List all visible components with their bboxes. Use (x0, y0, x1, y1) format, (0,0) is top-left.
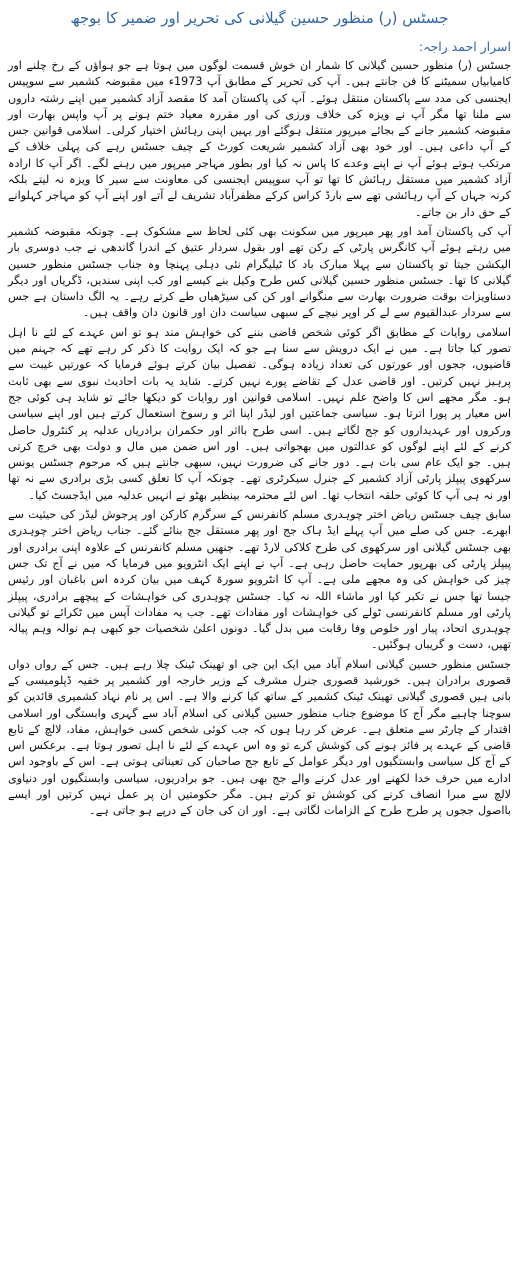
article-paragraph: سابق چیف جسٹس ریاض اختر چوہدری مسلم کانفرنس کے سرگرم کارکن اور پرجوش لیڈر کی حیثیت سے ابھرے۔ جس کی صلے میں آپ پہلے ایڈ ہاک جج اور پھر مستقل جج بنائے گئے۔ جناب ریاض اختر چوہدری بھی جسٹس گیلانی اور سرکھوی کی طرح کلاکی لارڈ تھے۔ جنھیں مسلم کانفرنس کے علاوہ اپنی برادری اور پیپلز پارٹی کی بھرپور حمایت حاصل رہی ہے۔ آپ نے اپنے ایک انٹرویو میں فرمایا کہ میں نے آج تک جس چیز کی خواہش کی وہ مجھے ملی ہے۔ آپ کا انٹرویو سورۃ کہف میں بیان کردہ اس باغبان اور رئیس جیسا تھا جس نے تکبر کیا اور ماشاء اللہ نہ کیا۔ جسٹس چوہدری کی خواہشات کے پیچھے برادری، پیپلز پارٹی اور مسلم کانفرنسی ٹولے کی خواہشات اور مفادات تھے۔ جب یہ مفادات آپس میں ٹکرائے تو گیلانی چوہدری اتحاد، پیار اور خلوص وفا رقابت میں بدل گیا۔ دونوں اعلیٰ شخصیات جو کبھی ہم نوالہ وہم پیالہ تھیں، دست و گریباں ہوگئیں۔ (8, 508, 511, 652)
article-paragraph: جسٹس (ر) منظور حسین گیلانی کا شمار ان خوش قسمت لوگوں میں ہوتا ہے جو ہواؤں کے رخ چلنے اور کامیابیاں سمیٹنے کا فن جانتے ہیں۔ آپ کی تحریر کے مطابق آپ 1973ء میں مقبوضہ کشمیر سے سوپیس ایجنسی کی مدد سے پاکستان منتقل ہوئے۔ آپ کی پاکستان آمد کا مقصد آزاد کشمیر میں اپنے رشتہ داروں سے ملنا تھا مگر آپ نے ویزہ کی خلاف ورزی کی اور مقررہ معیاد ختم ہونے پر آپ واپس بھارت اور مقبوضہ کشمیر جانے کے بجائے میرپور منتقل ہوگئے اور یہیں اپنی رہائش اختیار کرلی۔ اسلامی قوانین جس کے آپ داعی ہیں۔ اور خود بھی آزاد کشمیر شریعت کورٹ کے چیف جسٹس رہے کی پہلی خلاف کے مرتکب ہوتے ہوئے آپ نے اپنے وعدے کا پاس نہ کیا اور بطور مہاجر میرپور میں رہنے لگے۔ اگر آپ کا ارادہ آزاد کشمیر میں مستقل رہائش کا تھا تو آپ سوپیس ایجنسی کی معاونت سے سیر کا ویزہ نہ لیتے بلکہ کرنہ جہاں کے آپ رہائشی تھے سے بارڈ کراس کرکے مظفرآباد تشریف لے آتے اور اپنے آپ کو مہاجر کہلوانے کے حق دار بن جاتے۔ (8, 59, 511, 219)
article-paragraph: اسلامی روایات کے مطابق اگر کوئی شخص قاضی بننے کی خواہش مند ہو تو اس عہدے کے لئے نا اہل تصور کیا جاتا ہے۔ میں نے ایک درویش سے سنا ہے جو کہ ایک روایت کا ذکر کر رہے تھے کہ جہنم میں قاضیوں، ججوں اور عورتوں کی تعداد زیادہ ہوگی۔ تفصیل بیان کرتے ہوئے فرمایا کہ عورتیں غیبت سے پرہیز نہیں کرتیں۔ اور قاضی عدل کے تقاضے پورے نہیں کرتے۔ شاید یہ بات احادیث نبوی سے بھی ثابت ہو۔ مگر مجھے اس کا واضح علم نہیں۔ اسلامی قوانین اور روایات کو دیکھا جائے تو شاید ہی کوئی جج اس معیار پر پورا اترتا ہو۔ سیاسی جماعتیں اور لیڈر اپنا اثر و رسوخ استعمال کرتے ہیں اور اپنے سیاسی ورکروں اور عہدیداروں کو جج لگاتے ہیں۔ اسی طرح بااثر اور حکمران برادریاں عدلیہ پر کنٹرول حاصل کرنے کے لئے اپنے لوگوں کو عدالتوں میں بھجواتی ہیں۔ اور اس ضمن میں مال و دولت بھی خرچ کرتی ہیں۔ جو ایک عام سی بات ہے۔ دور جانے کی ضرورت نہیں، سبھی جانتے ہیں کہ مرحوم جسٹس یونس سرکھوی پیپلز پارٹی آزاد کشمیر کے جنرل سیکرٹری تھے۔ چونکہ آپ کا تعلق کسی بڑی برادری سے نہ تھا اور نہ ہی آپ کا کوئی حلقہ انتخاب تھا۔ اس لئے محترمہ بینظیر بھٹو نے انہیں عدلیہ میں ایڈجسٹ کیا۔ (8, 325, 511, 502)
article-body (8, 58, 511, 820)
article-paragraph: آپ کی پاکستان آمد اور پھر میرپور میں سکونت بھی کئی لحاظ سے مشکوک ہے۔ چونکہ مقبوضہ کشمیر میں رہتے ہوئے آپ کانگرس پارٹی کے رکن تھے اور بقول سردار عتیق کے اندرا گاندھی نے جب دوسری بار الیکشن جیتا تو پاکستان سے پہلا مبارک باد کا ٹیلیگرام نئی دہلی پہنچا وہ جناب جسٹس منظور حسین گیلانی کا تھا۔ جسٹس منظور حسین گیلانی کس طرح وکیل بنے کیسے اور کب اپنی سندیں، ڈگریاں اور دیگر دستاویزات بوقت ضرورت بھارت سے منگوانے اور کن کی سیڑھیاں طے کرتے رہے۔ یہ الگ داستان ہے جس سے سردار عبدالقیوم سے لے کر اوپر نیچے کے سبھی سیاست دان اور قانون دان واقف ہیں۔ (8, 224, 511, 320)
article-title: جسٹس (ر) منظور حسین گیلانی کی تحریر اور ضمیر کا بوجھ (70, 9, 449, 27)
article-author: اسرار احمد راجہ: (418, 39, 511, 54)
article-paragraph: جسٹس منظور حسین گیلانی اسلام آباد میں ایک این جی او تھینک ٹینک چلا رہے ہیں۔ جس کے رواں دواں قصوری برادران ہیں۔ خورشید قصوری جنرل مشرف کے وزیر خارجہ اور کشمیر پر خفیہ ڈپلومیسی کے بانی ہیں قصوری گیلانی تھینک ٹینک کشمیر کے ساتھ کیا کرنے والا ہے۔ اس پر نام نہاد کشمیری قائدین کو سوچنا چاہیے مگر آج کا موضوع جناب منظور حسین گیلانی کی اسلام آباد سے گہری وابستگی اور اسلامی اقتدار کے چارٹر سے متعلق ہے۔ عرض کر رہا ہوں کہ جب کوئی شخص کسی خواہش، مفاد، لالچ کے تابع قاضی کے عہدے پر فائز ہونے کی کوشش کرے تو وہ اس عہدے کے لئے نا اہل تصور ہوتا ہے۔ برعکس اس کے آج کل سیاسی وابستگیوں اور دیگر عوامل کے تابع جج صاحبان کی تعیناتی ہوتی ہے۔ اس کے باوجود اس ادارے میں حرف خدا لکھنے اور عدل کرنے والے جج بھی ہیں۔ جو برادریوں، سیاسی وابستگیوں اور دنیاوی لالچ سے مبرا انصاف کرنے کی کوشش تو کرتے ہیں۔ مگر حکومتیں ان پر عمل نہیں کرتیں اور ایسے بااصول ججوں پر طرح طرح کے الزامات لگاتی ہے۔ اور ان کی جان کے درپے ہو جاتی ہے۔ (8, 657, 511, 818)
